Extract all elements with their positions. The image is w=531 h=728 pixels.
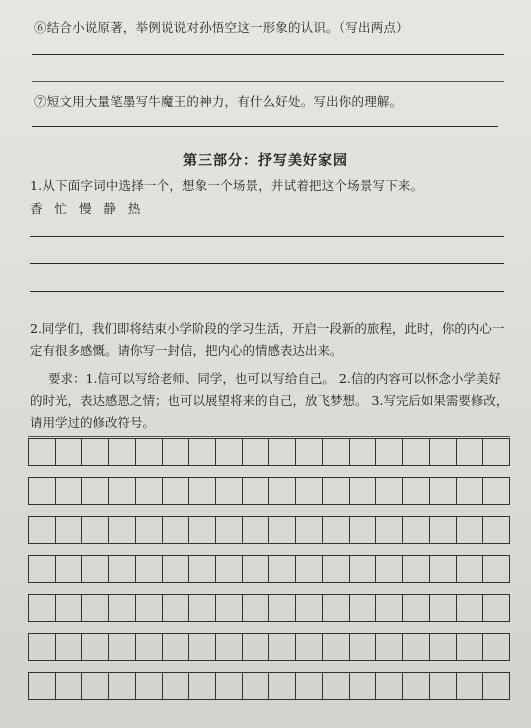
grid-cell[interactable] [376,556,403,582]
grid-cell[interactable] [243,595,270,621]
grid-cell[interactable] [403,517,430,543]
grid-cell[interactable] [430,478,457,504]
grid-cell[interactable] [82,634,109,660]
grid-cell[interactable] [430,556,457,582]
grid-cell[interactable] [82,673,109,699]
grid-cell[interactable] [189,595,216,621]
grid-row [28,477,510,505]
grid-cell[interactable] [296,634,323,660]
grid-cell[interactable] [323,634,350,660]
requirement-line: 请用学过的修改符号。 [30,415,156,430]
grid-cell[interactable] [82,478,109,504]
word-choices: 香 忙 慢 静 热 [30,201,145,216]
grid-cell[interactable] [189,517,216,543]
grid-cell[interactable] [56,439,83,465]
grid-cell[interactable] [457,634,484,660]
grid-cell[interactable] [269,439,296,465]
grid-cell[interactable] [29,673,56,699]
answer-line[interactable] [32,126,498,127]
grid-cell[interactable] [430,673,457,699]
grid-cell[interactable] [483,517,509,543]
grid-cell[interactable] [243,634,270,660]
grid-cell[interactable] [296,439,323,465]
grid-cell[interactable] [136,556,163,582]
grid-cell[interactable] [216,478,243,504]
grid-cell[interactable] [29,556,56,582]
grid-cell[interactable] [29,634,56,660]
grid-cell[interactable] [29,478,56,504]
grid-cell[interactable] [136,634,163,660]
grid-cell[interactable] [109,517,136,543]
grid-cell[interactable] [323,673,350,699]
grid-cell[interactable] [483,439,509,465]
task-2-line: 2.同学们，我们即将结束小学阶段的学习生活，开启一段新的旅程，此时，你的内心一 [30,321,505,336]
grid-cell[interactable] [82,517,109,543]
grid-cell[interactable] [269,478,296,504]
grid-cell[interactable] [243,673,270,699]
grid-cell[interactable] [269,517,296,543]
grid-cell[interactable] [457,673,484,699]
grid-cell[interactable] [483,595,509,621]
grid-cell[interactable] [323,478,350,504]
grid-cell[interactable] [323,595,350,621]
grid-cell[interactable] [136,673,163,699]
grid-cell[interactable] [403,634,430,660]
task-2-prompt [30,318,505,362]
grid-cell[interactable] [109,478,136,504]
writing-line[interactable] [30,291,504,292]
grid-cell[interactable] [56,478,83,504]
grid-cell[interactable] [82,595,109,621]
grid-cell[interactable] [109,634,136,660]
grid-cell[interactable] [216,595,243,621]
grid-cell[interactable] [403,439,430,465]
grid-cell[interactable] [350,439,377,465]
grid-cell[interactable] [163,556,190,582]
grid-cell[interactable] [136,595,163,621]
grid-cell[interactable] [243,478,270,504]
grid-cell[interactable] [243,517,270,543]
grid-cell[interactable] [457,556,484,582]
grid-cell[interactable] [403,673,430,699]
grid-cell[interactable] [403,595,430,621]
grid-cell[interactable] [403,478,430,504]
writing-grid[interactable] [28,438,510,700]
grid-cell[interactable] [216,556,243,582]
grid-cell[interactable] [350,556,377,582]
grid-cell[interactable] [29,439,56,465]
answer-line[interactable] [32,81,504,82]
grid-cell[interactable] [189,634,216,660]
grid-cell[interactable] [163,439,190,465]
grid-cell[interactable] [323,556,350,582]
grid-cell[interactable] [136,478,163,504]
grid-cell[interactable] [376,673,403,699]
grid-cell[interactable] [163,673,190,699]
grid-cell[interactable] [29,595,56,621]
grid-cell[interactable] [243,439,270,465]
answer-line[interactable] [32,54,504,55]
grid-cell[interactable] [56,556,83,582]
grid-cell[interactable] [29,517,56,543]
section-title: 第三部分：抒写美好家园 [183,153,348,169]
grid-cell[interactable] [430,517,457,543]
grid-cell[interactable] [350,478,377,504]
grid-cell[interactable] [163,517,190,543]
grid-cell[interactable] [457,478,484,504]
grid-cell[interactable] [376,595,403,621]
grid-cell[interactable] [430,595,457,621]
grid-cell[interactable] [350,673,377,699]
grid-cell[interactable] [323,517,350,543]
grid-cell[interactable] [350,595,377,621]
grid-cell[interactable] [430,634,457,660]
grid-cell[interactable] [136,439,163,465]
grid-cell[interactable] [269,673,296,699]
grid-cell[interactable] [216,517,243,543]
grid-cell[interactable] [296,556,323,582]
writing-line[interactable] [30,236,504,237]
grid-cell[interactable] [376,634,403,660]
grid-cell[interactable] [403,556,430,582]
question-7: ⑦短文用大量笔墨写牛魔王的神力，有什么好处。写出你的理解。 [34,94,403,109]
grid-row [28,516,510,544]
grid-cell[interactable] [82,556,109,582]
grid-cell[interactable] [56,517,83,543]
grid-cell[interactable] [189,556,216,582]
grid-cell[interactable] [376,517,403,543]
question-6: ⑥结合小说原著，举例说说对孙悟空这一形象的认识。（写出两点） [34,20,409,35]
task-2-requirements [30,368,509,434]
grid-cell[interactable] [216,673,243,699]
grid-row [28,672,510,700]
grid-cell[interactable] [109,439,136,465]
grid-cell[interactable] [323,439,350,465]
grid-cell[interactable] [189,673,216,699]
grid-cell[interactable] [56,634,83,660]
grid-cell[interactable] [296,595,323,621]
grid-cell[interactable] [430,439,457,465]
grid-cell[interactable] [109,595,136,621]
grid-cell[interactable] [82,439,109,465]
grid-cell[interactable] [189,478,216,504]
grid-cell[interactable] [216,634,243,660]
grid-cell[interactable] [163,595,190,621]
grid-cell[interactable] [269,634,296,660]
grid-cell[interactable] [109,556,136,582]
grid-cell[interactable] [457,517,484,543]
grid-cell[interactable] [296,673,323,699]
grid-cell[interactable] [483,673,509,699]
grid-cell[interactable] [296,478,323,504]
grid-cell[interactable] [216,439,243,465]
grid-row [28,633,510,661]
grid-cell[interactable] [457,595,484,621]
grid-cell[interactable] [376,439,403,465]
writing-line[interactable] [30,263,504,264]
grid-cell[interactable] [350,634,377,660]
grid-row [28,555,510,583]
task-2-line: 定有很多感慨。请你写一封信，把内心的情感表达出来。 [30,343,343,358]
grid-cell[interactable] [483,556,509,582]
requirement-line: 的时光，表达感恩之情；也可以展望将来的自己，放飞梦想。 3.写完后如果需要修改， [30,393,509,408]
task-1-prompt: 1.从下面字词中选择一个，想象一个场景，并试着把这个场景写下来。 [30,178,424,193]
grid-cell[interactable] [483,478,509,504]
grid-row [28,594,510,622]
grid-cell[interactable] [189,439,216,465]
grid-cell[interactable] [483,634,509,660]
grid-cell[interactable] [457,439,484,465]
grid-cell[interactable] [243,556,270,582]
grid-cell[interactable] [269,595,296,621]
grid-cell[interactable] [56,673,83,699]
grid-row [28,438,510,466]
grid-cell[interactable] [376,478,403,504]
grid-cell[interactable] [136,517,163,543]
grid-cell[interactable] [109,673,136,699]
grid-cell[interactable] [296,517,323,543]
grid-cell[interactable] [163,634,190,660]
grid-cell[interactable] [163,478,190,504]
grid-cell[interactable] [269,556,296,582]
requirement-line: 要求：1.信可以写给老师、同学，也可以写给自己。 2.信的内容可以怀念小学美好 [48,371,501,386]
grid-cell[interactable] [350,517,377,543]
grid-cell[interactable] [56,595,83,621]
grid-top-rule [28,436,510,437]
